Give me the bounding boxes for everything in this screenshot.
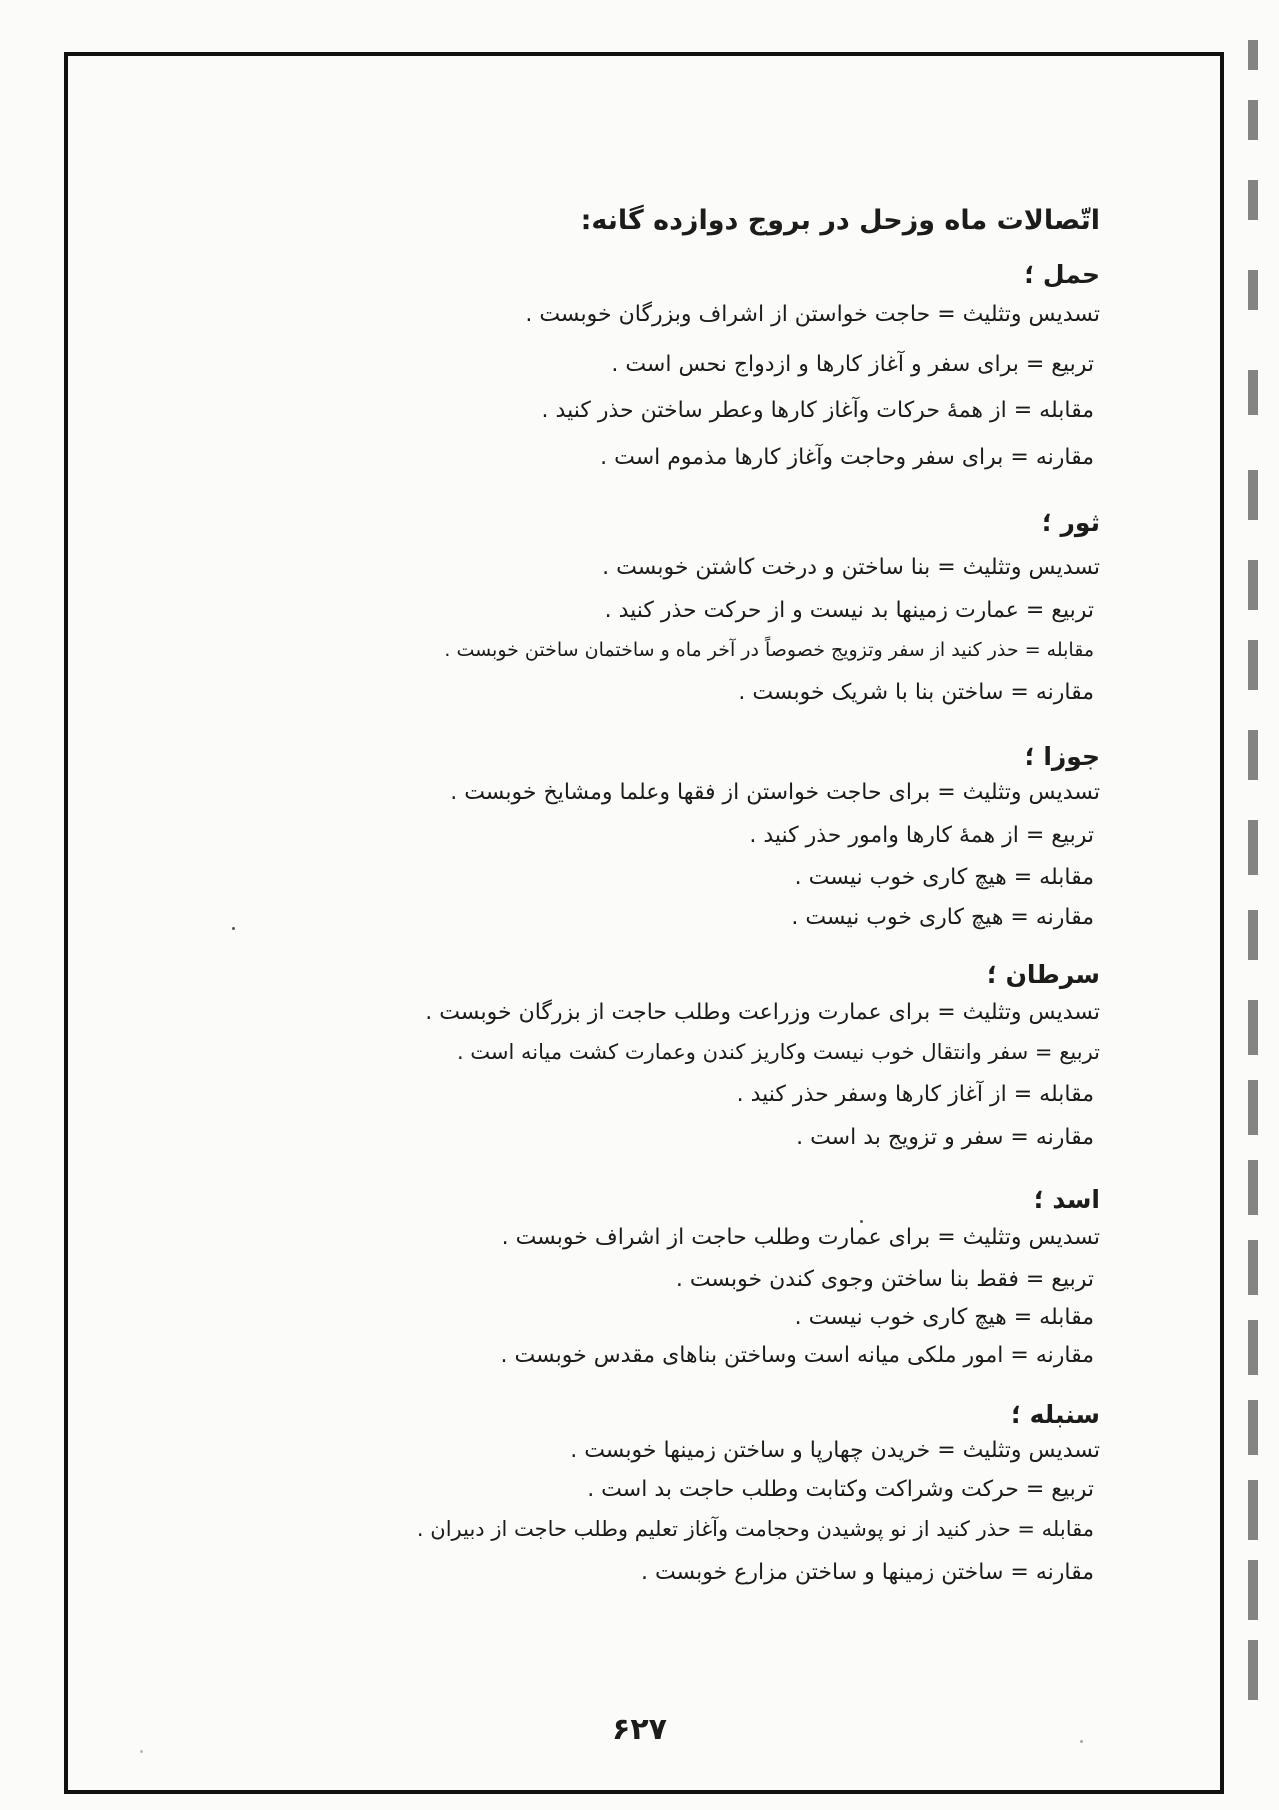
page-number: ۶۲۷ bbox=[612, 1712, 667, 1747]
page-title: اتّصالات ماه وزحل در بروج دوازده گانه: bbox=[580, 205, 1100, 236]
section-line: مقابله = حذر کنید از نو پوشیدن وحجامت وآغاز تعلیم وطلب حاجت از دبیران . bbox=[416, 1517, 1094, 1541]
section-heading-sonbole: سنبله ؛ bbox=[1010, 1400, 1100, 1429]
section-heading-saratan: سرطان ؛ bbox=[986, 960, 1100, 989]
scan-speck bbox=[140, 1750, 143, 1753]
section-line: مقابله = هیچ کاری خوب نیست . bbox=[794, 865, 1094, 890]
section-line: تسدیس وتثلیث = حاجت خواستن از اشراف وبزرگان خوبست . bbox=[525, 302, 1100, 327]
scan-binding-edge bbox=[1238, 0, 1279, 1810]
section-heading-sowr: ثور ؛ bbox=[1041, 508, 1100, 537]
section-line: تربیع = از همهٔ کارها وامور حذر کنید . bbox=[749, 823, 1094, 848]
section-line: مقارنه = برای سفر وحاجت وآغاز کارها مذموم است . bbox=[600, 445, 1094, 470]
section-line: تربیع = سفر وانتقال خوب نیست وکاریز کندن وعمارت کشت میانه است . bbox=[456, 1040, 1100, 1064]
section-line: تسدیس وتثلیث = خریدن چهارپا و ساختن زمینها خوبست . bbox=[570, 1438, 1100, 1463]
section-line: مقارنه = ساختن زمینها و ساختن مزارع خوبست . bbox=[640, 1560, 1094, 1585]
section-line: تربیع = حرکت وشراکت وکتابت وطلب حاجت بد است . bbox=[587, 1477, 1094, 1502]
section-line: تسدیس وتثلیث = بنا ساختن و درخت کاشتن خوبست . bbox=[602, 555, 1100, 580]
section-heading-hamal: حمل ؛ bbox=[1024, 260, 1100, 289]
section-line: مقابله = هیچ کاری خوب نیست . bbox=[794, 1305, 1094, 1330]
section-heading-jowza: جوزا ؛ bbox=[1024, 742, 1100, 771]
scan-speck bbox=[860, 1220, 863, 1223]
section-line: مقارنه = ساختن بنا با شریک خوبست . bbox=[738, 680, 1094, 705]
section-line: تسدیس وتثلیث = برای عمارت وزراعت وطلب حاجت از بزرگان خوبست . bbox=[425, 1000, 1100, 1025]
section-line: مقابله = از همهٔ حرکات وآغاز کارها وعطر ساختن حذر کنید . bbox=[541, 398, 1094, 423]
section-line: مقابله = از آغاز کارها وسفر حذر کنید . bbox=[736, 1082, 1094, 1107]
section-heading-asad: اسد ؛ bbox=[1033, 1185, 1100, 1214]
section-line: تسدیس وتثلیث = برای حاجت خواستن از فقها وعلما ومشایخ خوبست . bbox=[450, 780, 1100, 805]
section-line: تربیع = عمارت زمینها بد نیست و از حرکت حذر کنید . bbox=[604, 598, 1094, 623]
section-line: تسدیس وتثلیث = برای عمارت وطلب حاجت از اشراف خوبست . bbox=[501, 1225, 1100, 1250]
scan-speck bbox=[1080, 1740, 1083, 1743]
section-line: مقابله = حذر کنید از سفر وتزویج خصوصاً در آخر ماه و ساختمان ساختن خوبست . bbox=[444, 639, 1094, 661]
scan-speck bbox=[232, 927, 235, 930]
section-line: مقارنه = سفر و تزویج بد است . bbox=[796, 1125, 1094, 1150]
section-line: تربیع = فقط بنا ساختن وجوی کندن خوبست . bbox=[675, 1267, 1094, 1292]
section-line: مقارنه = امور ملکی میانه است وساختن بناهای مقدس خوبست . bbox=[500, 1343, 1094, 1368]
section-line: تربیع = برای سفر و آغاز کارها و ازدواج نحس است . bbox=[611, 352, 1094, 377]
section-line: مقارنه = هیچ کاری خوب نیست . bbox=[791, 905, 1094, 930]
